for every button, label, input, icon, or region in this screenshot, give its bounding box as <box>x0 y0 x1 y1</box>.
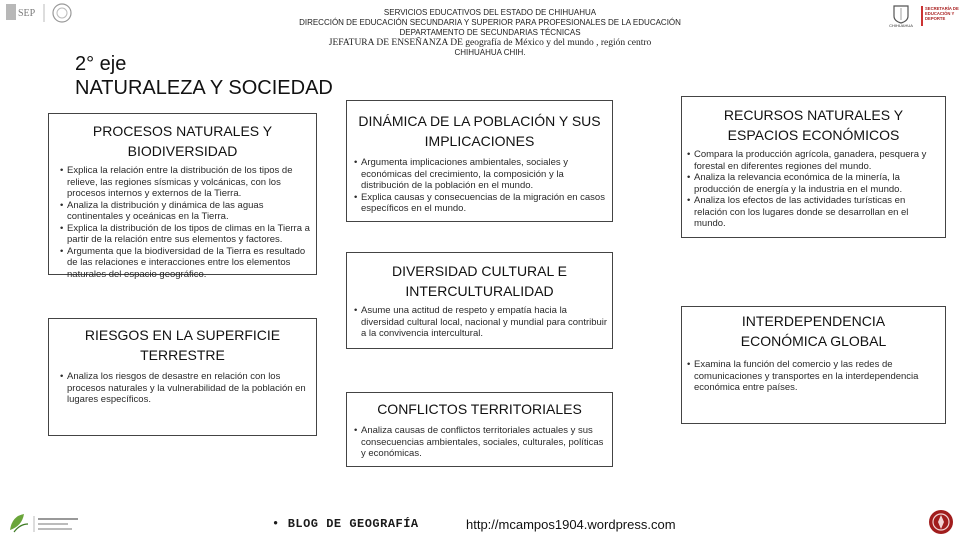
box-recursos-naturales <box>681 96 946 238</box>
box-diversidad-list <box>353 305 608 340</box>
list-item: • Analiza los riesgos de desastre en relación con los procesos naturales y la vulnerabilidad de la población en lugares específicos. <box>67 371 310 406</box>
box-conflictos-territoriales <box>346 392 613 467</box>
eje-title <box>75 52 333 100</box>
box-riesgos-title: RIESGOS EN LA SUPERFICIE TERRESTRE <box>84 327 281 363</box>
header-line-2: DIRECCIÓN DE EDUCACIÓN SECUNDARIA Y SUPERIOR PARA PROFESIONALES DE LA EDUCACIÓN <box>299 18 681 27</box>
footer-blog-label: BLOG DE GEOGRAFÍA <box>287 517 419 531</box>
leaf-logo-icon <box>6 510 86 536</box>
list-item: • Compara la producción agrícola, ganadera, pesquera y forestal en diferentes regiones del mundo. <box>694 149 939 172</box>
list-item: • Explica la relación entre la distribución de los tipos de relieve, las regiones sísmicas y volcánicas, con los procesos internos y externos de la Tierra. <box>67 165 310 200</box>
list-item: • Analiza causas de conflictos territoriales actuales y sus consecuencias ambientales, sociales, culturales, políticas y económicas. <box>361 425 606 460</box>
bottom-right-logo <box>927 508 955 536</box>
list-item: • Argumenta implicaciones ambientales, sociales y económicas del crecimiento, la composición y la distribución de la población en el mundo. <box>361 157 606 192</box>
secretaria-label: SECRETARÍA DE EDUCACIÓN Y DEPORTE <box>925 6 959 21</box>
footer-url[interactable]: http://mcampos1904.wordpress.com <box>466 517 676 532</box>
box-procesos-naturales <box>48 113 317 280</box>
footer-blog <box>272 517 419 531</box>
box-dinamica-list <box>353 157 606 215</box>
chihuahua-logo <box>886 4 916 30</box>
box-conflictos-list <box>353 425 606 460</box>
footer-bullet: • <box>272 517 280 531</box>
secretaria-logo <box>921 6 923 26</box>
list-item: • Explica causas y consecuencias de la migración en casos específicos en el mundo. <box>361 192 606 215</box>
sep-logo <box>6 2 76 24</box>
list-item: • Analiza los efectos de las actividades turísticas en relación con los lugares donde se desarrollan en el mundo. <box>694 195 939 230</box>
box-recursos-list <box>686 149 939 230</box>
box-riesgos-list <box>59 371 310 406</box>
sep-logo-icon <box>6 2 76 24</box>
box-riesgos <box>48 318 317 436</box>
list-item: • Examina la función del comercio y las redes de comunicaciones y transportes en la interdependencia económica entre países. <box>694 359 939 394</box>
box-conflictos-title: CONFLICTOS TERRITORIALES <box>377 401 582 417</box>
eje-name: NATURALEZA Y SOCIEDAD <box>75 77 333 99</box>
box-dinamica-poblacion <box>346 100 613 222</box>
box-interdependencia <box>681 306 946 424</box>
box-diversidad-cultural <box>346 252 613 349</box>
box-dinamica-title: DINÁMICA DE LA POBLACIÓN Y SUS IMPLICACIONES <box>358 113 601 149</box>
box-procesos-list <box>59 165 310 280</box>
list-item: • Asume una actitud de respeto y empatía hacia la diversidad cultural local, nacional y mundial para contribuir a la convivencia intercultural. <box>361 305 608 340</box>
header-line-3: DEPARTAMENTO DE SECUNDARIAS TÉCNICAS <box>399 28 581 37</box>
bottom-left-logo <box>6 510 86 536</box>
box-interdependencia-list <box>686 359 939 394</box>
red-emblem-icon <box>927 508 955 536</box>
box-interdependencia-title: INTERDEPENDENCIA ECONÓMICA GLOBAL <box>740 313 887 349</box>
list-item: • Analiza la distribución y dinámica de las aguas continentales y oceánicas en la Tierra. <box>67 200 310 223</box>
box-procesos-title: PROCESOS NATURALES Y BIODIVERSIDAD <box>92 123 273 159</box>
header-line-4: JEFATURA DE ENSEÑANZA DE geografía de México y del mundo , región centro <box>328 38 652 48</box>
list-item: • Explica la distribución de los tipos de climas en la Tierra a partir de la relación entre sus elementos y factores. <box>67 223 310 246</box>
chihuahua-label: CHIHUAHUA <box>889 23 913 28</box>
header-block <box>250 8 730 58</box>
header-line-1: SERVICIOS EDUCATIVOS DEL ESTADO DE CHIHUAHUA <box>383 8 597 17</box>
box-diversidad-title: DIVERSIDAD CULTURAL E INTERCULTURALIDAD <box>391 263 568 299</box>
list-item: • Analiza la relevancia económica de la minería, la producción de energía y la industria en el mundo. <box>694 172 939 195</box>
box-recursos-title: RECURSOS NATURALES Y ESPACIOS ECONÓMICOS <box>723 107 904 143</box>
header-line-5: CHIHUAHUA CHIH. <box>454 48 526 57</box>
eje-number: 2° eje <box>75 53 127 75</box>
svg-text:SEP: SEP <box>18 8 36 19</box>
list-item: • Argumenta que la biodiversidad de la Tierra es resultado de las relaciones e interacciones entre los elementos naturales del espacio geográfico. <box>67 246 310 281</box>
